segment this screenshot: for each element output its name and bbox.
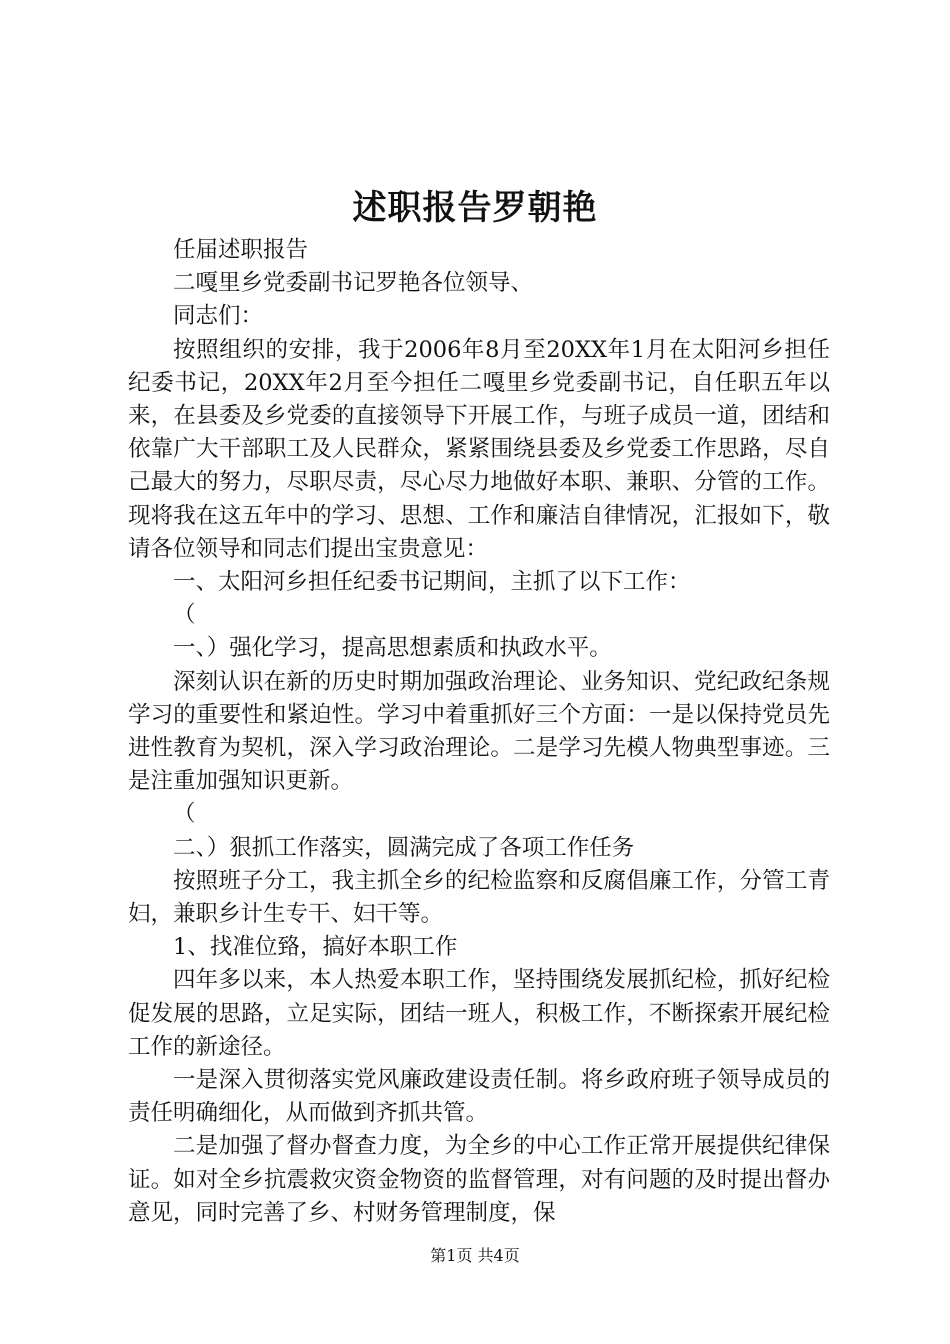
document-body <box>128 234 830 1230</box>
paragraph: 二是加强了督办督查力度，为全乡的中心工作正常开展提供纪律保证。如对全乡抗震救灾资金物资的监督管理，对有问题的及时提出督办意见，同时完善了乡、村财务管理制度，保 <box>128 1133 830 1226</box>
paragraph: 二嘎里乡党委副书记罗艳各位领导、 <box>173 270 534 297</box>
paragraph: 一是深入贯彻落实党风廉政建设责任制。将乡政府班子领导成员的责任明确细化，从而做到齐抓共管。 <box>128 1067 830 1127</box>
paragraph: 同志们： <box>173 303 264 330</box>
paragraph: 二、）狠抓工作落实，圆满完成了各项工作任务 <box>173 834 635 861</box>
paragraph: 按照组织的安排，我于2006年8月至20XX年1月在太阳河乡担任纪委书记，20XX年2月至今担任二嘎里乡党委副书记，自任职五年以来，在县委及乡党委的直接领导下开展工作，与班子成员一道，团结和依靠广大干部职工及人民群众，紧紧围绕县委及乡党委工作思路，尽自己最大的努力，尽职尽责，尽心尽力地做好本职、兼职、分管的工作。现将我在这五年中的学习、思想、工作和廉洁自律情况，汇报如下，敬请各位领导和同志们提出宝贵意见： <box>128 336 830 562</box>
page-footer: 第1页 共4页 <box>430 1246 520 1265</box>
paragraph: （ <box>173 602 196 629</box>
paragraph: 四年多以来，本人热爱本职工作，坚持围绕发展抓纪检，抓好纪检促发展的思路，立足实际，团结一班人，积极工作，不断探索开展纪检工作的新途径。 <box>128 967 830 1060</box>
paragraph: 1、找准位臵，搞好本职工作 <box>173 934 458 961</box>
document-title: 述职报告罗朝艳 <box>352 188 598 228</box>
paragraph: 任届述职报告 <box>173 237 309 263</box>
paragraph: 深刻认识在新的历史时期加强政治理论、业务知识、党纪政纪条规学习的重要性和紧迫性。学习中着重抓好三个方面：一是以保持党员先进性教育为契机，深入学习政治理论。二是学习先模人物典型事迹。三是注重加强知识更新。 <box>128 668 830 795</box>
paragraph: 一、太阳河乡担任纪委书记期间，主抓了以下工作： <box>173 569 691 596</box>
paragraph: （ <box>173 801 196 828</box>
paragraph: 按照班子分工，我主抓全乡的纪检监察和反腐倡廉工作，分管工青妇，兼职乡计生专干、妇干等。 <box>128 867 830 928</box>
paragraph: 一、）强化学习，提高思想素质和执政水平。 <box>173 635 612 662</box>
